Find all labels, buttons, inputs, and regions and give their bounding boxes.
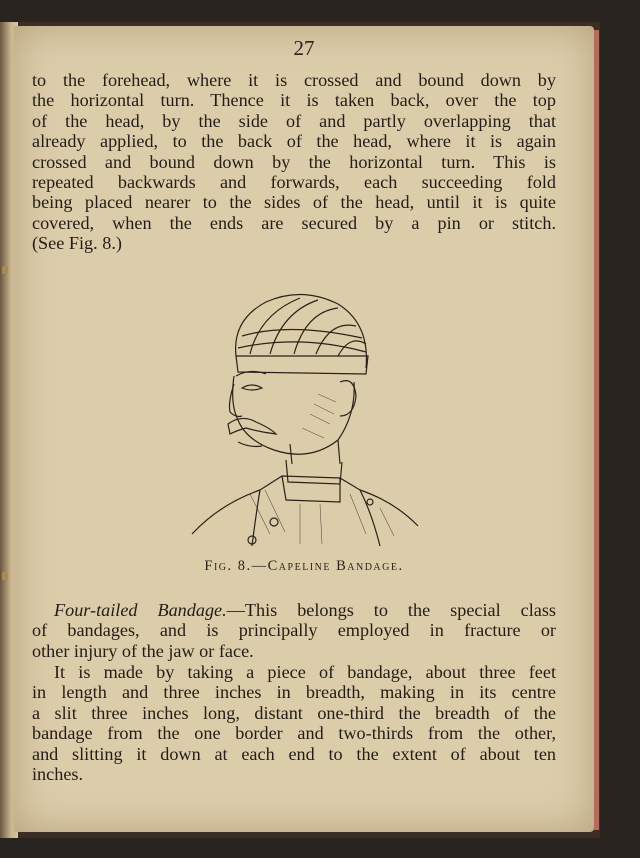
text-line: (See Fig. 8.)	[32, 233, 122, 254]
section-title: Four-tailed Bandage.	[54, 600, 227, 620]
text-line: of bandages, and is principally employed in fracture or	[32, 620, 556, 641]
text-line: bandage from the one border and two-thirds from the other,	[32, 723, 556, 744]
figure-caption: Fig. 8.—Capeline Bandage.	[204, 558, 404, 574]
text-line: repeated backwards and forwards, each succeeding fold	[32, 172, 556, 193]
paragraph-making-instructions	[32, 662, 556, 784]
text-line: already applied, to the back of the head, where it is again	[32, 131, 556, 152]
text-line: and slitting it down at each end to the extent of about ten	[32, 743, 556, 764]
text-line: inches.	[32, 764, 84, 785]
text-line: of the head, by the side of and partly overlapping that	[32, 110, 556, 131]
binding-thread	[2, 266, 8, 274]
book-page	[14, 26, 594, 832]
capeline-bandage-illustration	[190, 264, 420, 546]
binding-thread	[2, 572, 8, 580]
page-number: 27	[293, 36, 315, 60]
text-line: crossed and bound down by the horizontal turn. This is	[32, 151, 556, 172]
paragraph-four-tailed-bandage	[32, 600, 556, 661]
paragraph-capeline-continued	[32, 70, 556, 254]
text-line: the horizontal turn. Thence it is taken back, over the top	[32, 90, 556, 111]
text-line: to the forehead, where it is crossed and bound down by	[32, 70, 556, 90]
text-run: —This belongs to the special class	[226, 600, 556, 620]
text-line: in length and three inches in breadth, making in its centre	[32, 682, 556, 703]
text-line: being placed nearer to the sides of the head, until it is quite	[32, 192, 556, 213]
text-line: covered, when the ends are secured by a pin or stitch.	[32, 212, 556, 233]
text-line: It is made by taking a piece of bandage, about three feet	[54, 662, 556, 682]
page-edge	[594, 30, 599, 830]
text-line: other injury of the jaw or face.	[32, 640, 254, 661]
text-line	[32, 600, 556, 620]
text-line: a slit three inches long, distant one-third the breadth of the	[32, 702, 556, 723]
